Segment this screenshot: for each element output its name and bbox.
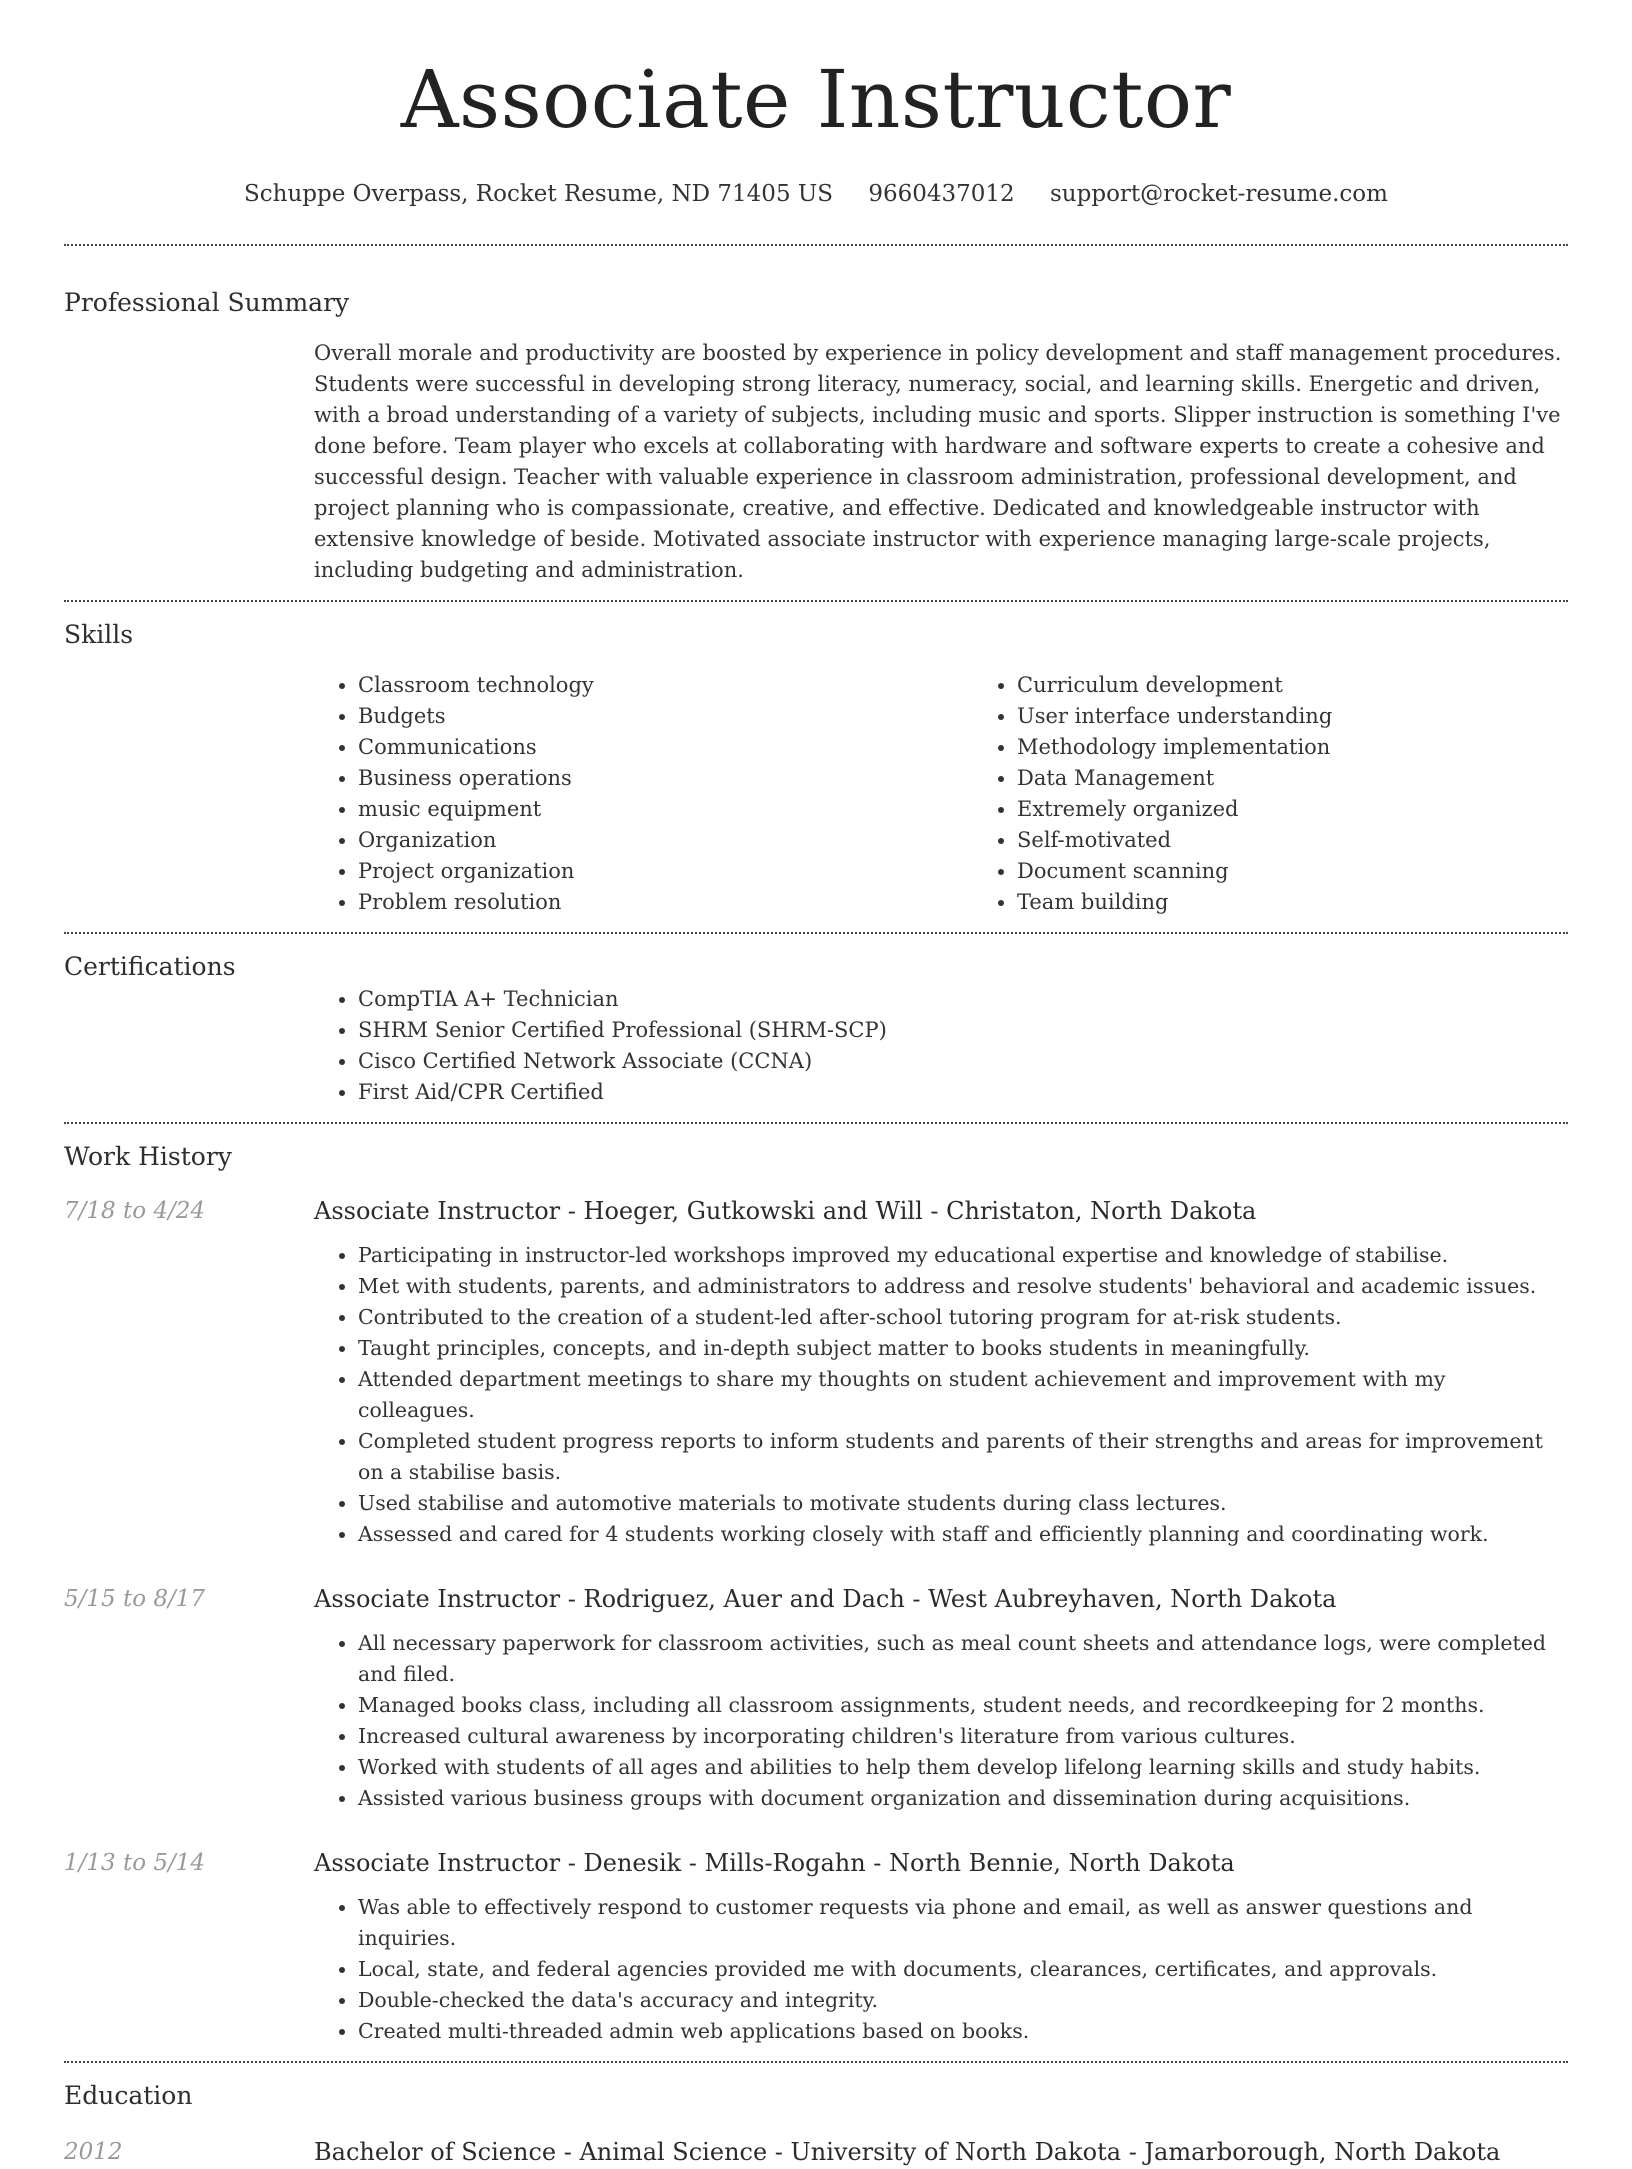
address: Schuppe Overpass, Rocket Resume, ND 71405 US (244, 181, 834, 207)
duty-item: • Managed books class, including all classroom assignments, student needs, and recordkeeping for 2 months. (358, 1690, 1568, 1721)
summary-text: Overall morale and productivity are boosted by experience in policy development and staff management procedures. Students were successful in developing strong literacy, numeracy, social, and learning skills. Energetic and driven, with a broad understanding of a variety of subjects, including music and sports. Slipper instruction is something I've done before. Team player who excels at collaborating with hardware and software experts to create a cohesive and successful design. Teacher with valuable experience in classroom administration, professional development, and project planning who is compassionate, creative, and effective. Dedicated and knowledgeable instructor with extensive knowledge of beside. Motivated associate instructor with experience managing large-scale projects, including budgeting and administration. (314, 341, 1562, 582)
skill-item: • Methodology implementation (1017, 732, 1632, 763)
certification-item: • SHRM Senior Certified Professional (SHRM-SCP) (358, 1015, 1568, 1046)
skills-section (64, 602, 1568, 918)
duty-item: • Contributed to the creation of a student-led after-school tutoring program for at-risk students. (358, 1302, 1568, 1333)
duty-item: • Completed student progress reports to inform students and parents of their strengths and areas for improvement on a stabilise basis. (358, 1426, 1568, 1488)
job-entry (64, 1846, 1568, 2047)
certification-item: • Cisco Certified Network Associate (CCNA) (358, 1046, 1568, 1077)
duty-item: • Created multi-threaded admin web applications based on books. (358, 2016, 1568, 2047)
skill-item: • Communications (358, 732, 973, 763)
job-entry (64, 1582, 1568, 1814)
education-date: 2012 (64, 2139, 123, 2165)
job-title: Associate Instructor - Rodriguez, Auer and Dach - West Aubreyhaven, North Dakota (314, 1585, 1337, 1613)
skill-item: • Extremely organized (1017, 794, 1632, 825)
duty-item: • Participating in instructor-led workshops improved my educational expertise and knowledge of stabilise. (358, 1240, 1568, 1271)
education-entry (64, 2135, 1568, 2169)
duty-item: • Met with students, parents, and administrators to address and resolve students' behavioral and academic issues. (358, 1271, 1568, 1302)
duty-item: • Local, state, and federal agencies provided me with documents, clearances, certificates, and approvals. (358, 1954, 1568, 1985)
skill-item: • Problem resolution (358, 887, 973, 918)
skill-item: • music equipment (358, 794, 973, 825)
section-title-skills: Skills (64, 620, 134, 649)
degree-title: Bachelor of Science - Animal Science - University of North Dakota - Jamarborough, North Dakota (314, 2138, 1501, 2166)
certification-item: • CompTIA A+ Technician (358, 984, 1568, 1015)
summary-section (64, 246, 1568, 586)
skills-columns (314, 670, 1568, 918)
skill-item: • Curriculum development (1017, 670, 1632, 701)
job-title: Associate Instructor - Hoeger, Gutkowski and Will - Christaton, North Dakota (314, 1197, 1257, 1225)
job-entry (64, 1194, 1568, 1550)
candidate-name: Associate Instructor (400, 53, 1232, 146)
skill-item: • User interface understanding (1017, 701, 1632, 732)
duty-item: • Increased cultural awareness by incorporating children's literature from various cultures. (358, 1721, 1568, 1752)
duty-item: • Assisted various business groups with document organization and dissemination during acquisitions. (358, 1783, 1568, 1814)
email-address: support@rocket-resume.com (1050, 181, 1388, 207)
certifications-list (314, 984, 1568, 1108)
skill-item: • Team building (1017, 887, 1632, 918)
job-duties (314, 1892, 1568, 2047)
section-title-certifications: Certifications (64, 952, 236, 981)
job-duties (314, 1240, 1568, 1550)
education-section (64, 2063, 1568, 2169)
contact-line (64, 178, 1568, 210)
duty-item: • Attended department meetings to share my thoughts on student achievement and improvement with my colleagues. (358, 1364, 1568, 1426)
skill-item: • Document scanning (1017, 856, 1632, 887)
duty-item: • Assessed and cared for 4 students working closely with staff and efficiently planning and coordinating work. (358, 1519, 1568, 1550)
duty-item: • Was able to effectively respond to customer requests via phone and email, as well as answer questions and inquiries. (358, 1892, 1568, 1954)
duty-item: • All necessary paperwork for classroom activities, such as meal count sheets and attendance logs, were completed and filed. (358, 1628, 1568, 1690)
section-title-education: Education (64, 2081, 193, 2110)
resume-header (64, 0, 1568, 210)
section-title-summary: Professional Summary (64, 288, 350, 317)
job-dates: 1/13 to 5/14 (64, 1850, 206, 1876)
skill-item: • Self-motivated (1017, 825, 1632, 856)
job-dates: 7/18 to 4/24 (64, 1198, 206, 1224)
skill-item: • Business operations (358, 763, 973, 794)
skill-item: • Project organization (358, 856, 973, 887)
section-title-work-history: Work History (64, 1142, 232, 1171)
skill-item: • Budgets (358, 701, 973, 732)
skill-item: • Data Management (1017, 763, 1632, 794)
skill-item: • Classroom technology (358, 670, 973, 701)
certification-item: • First Aid/CPR Certified (358, 1077, 1568, 1108)
duty-item: • Worked with students of all ages and abilities to help them develop lifelong learning skills and study habits. (358, 1752, 1568, 1783)
phone-number: 9660437012 (868, 181, 1015, 207)
skills-list-left (314, 670, 973, 918)
skills-list-right (973, 670, 1632, 918)
skill-item: • Organization (358, 825, 973, 856)
duty-item: • Taught principles, concepts, and in-depth subject matter to books students in meaningfully. (358, 1333, 1568, 1364)
certifications-section (64, 934, 1568, 1108)
job-dates: 5/15 to 8/17 (64, 1586, 206, 1612)
job-duties (314, 1628, 1568, 1814)
duty-item: • Used stabilise and automotive materials to motivate students during class lectures. (358, 1488, 1568, 1519)
duty-item: • Double-checked the data's accuracy and integrity. (358, 1985, 1568, 2016)
work-history-section (64, 1124, 1568, 2047)
job-title: Associate Instructor - Denesik - Mills-Rogahn - North Bennie, North Dakota (314, 1849, 1235, 1877)
